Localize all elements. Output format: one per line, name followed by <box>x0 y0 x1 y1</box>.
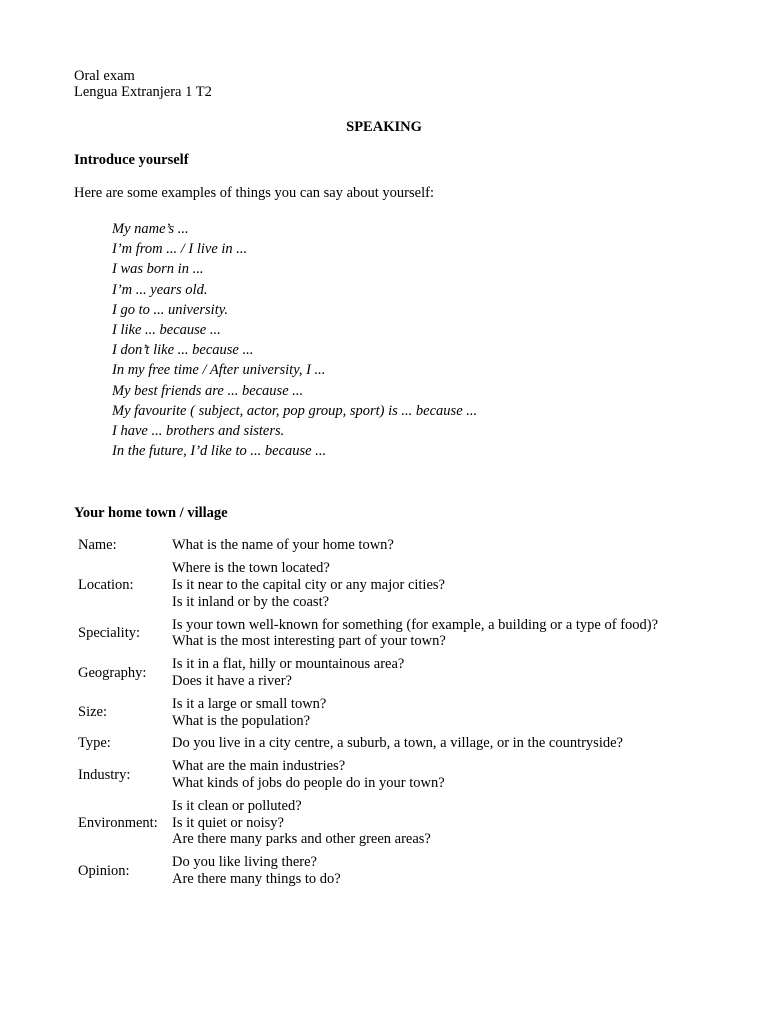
question: What kinds of jobs do people do in your town? <box>172 775 445 791</box>
question: What are the main industries? <box>172 758 346 775</box>
question: Is it clean or polluted? <box>172 797 302 814</box>
table-row <box>74 614 684 654</box>
list-item: My favourite ( subject, actor, pop group, sport) is ... because ... <box>112 402 478 419</box>
list-item: I was born in ... <box>112 261 204 278</box>
row-label: Industry: <box>78 766 131 783</box>
table-row <box>74 557 684 613</box>
table-row <box>74 851 684 891</box>
row-label: Opinion: <box>78 862 130 879</box>
row-label: Name: <box>78 537 117 554</box>
list-item: My best friends are ... because ... <box>112 382 304 399</box>
question: Is it quiet or noisy? <box>172 814 284 831</box>
hometown-heading: Your home town / village <box>74 505 228 522</box>
row-label: Geography: <box>78 664 147 681</box>
table-row <box>74 732 684 755</box>
row-label: Environment: <box>78 814 158 831</box>
phrase-list <box>112 219 694 461</box>
question: Is your town well-known for something (for example, a building or a type of food)? <box>172 616 659 633</box>
question: Do you like living there? <box>172 854 317 871</box>
question: What is the population? <box>172 712 311 729</box>
table-row <box>74 795 684 851</box>
table-row <box>74 534 684 557</box>
row-questions <box>168 693 684 733</box>
hometown-table <box>74 534 684 890</box>
table-row <box>74 653 684 693</box>
question: Are there many parks and other green areas? <box>172 831 431 848</box>
row-questions <box>168 732 684 755</box>
intro-heading: Introduce yourself <box>74 152 189 168</box>
row-questions <box>168 557 684 613</box>
list-item: I have ... brothers and sisters. <box>112 423 285 440</box>
table-row <box>74 755 684 795</box>
question: Does it have a river? <box>172 673 292 690</box>
list-item: I don’t like ... because ... <box>112 342 254 359</box>
list-item: I like ... because ... <box>112 322 221 339</box>
question: Is it a large or small town? <box>172 695 327 712</box>
exam-type: Oral exam <box>74 68 135 84</box>
intro-text: Here are some examples of things you can say about yourself: <box>74 185 434 201</box>
row-questions <box>168 534 684 557</box>
row-questions <box>168 851 684 891</box>
list-item: In the future, I’d like to ... because ... <box>112 443 327 460</box>
question: Is it in a flat, hilly or mountainous area? <box>172 656 405 673</box>
course-name: Lengua Extranjera 1 T2 <box>74 84 212 100</box>
list-item: I’m from ... / I live in ... <box>112 241 248 258</box>
list-item: My name’s ... <box>112 221 189 237</box>
table-row <box>74 693 684 733</box>
question: Do you live in a city centre, a suburb, a town, a village, or in the countryside? <box>172 735 623 752</box>
row-questions <box>168 755 684 795</box>
row-label: Speciality: <box>78 625 141 642</box>
row-label: Type: <box>78 735 111 752</box>
question: What is the name of your home town? <box>172 537 394 554</box>
row-label: Size: <box>78 704 107 721</box>
document-page <box>74 68 694 891</box>
page-title: SPEAKING <box>346 119 422 135</box>
question: Is it near to the capital city or any major cities? <box>172 577 445 594</box>
question: Where is the town located? <box>172 560 330 577</box>
list-item: I go to ... university. <box>112 301 228 318</box>
question: What is the most interesting part of your town? <box>172 633 446 650</box>
list-item: In my free time / After university, I ... <box>112 362 326 379</box>
row-questions <box>168 614 684 654</box>
row-label: Location: <box>78 577 134 594</box>
list-item: I’m ... years old. <box>112 281 208 298</box>
question: Is it inland or by the coast? <box>172 593 330 610</box>
question: Are there many things to do? <box>172 870 341 887</box>
row-questions <box>168 653 684 693</box>
row-questions <box>168 795 684 851</box>
